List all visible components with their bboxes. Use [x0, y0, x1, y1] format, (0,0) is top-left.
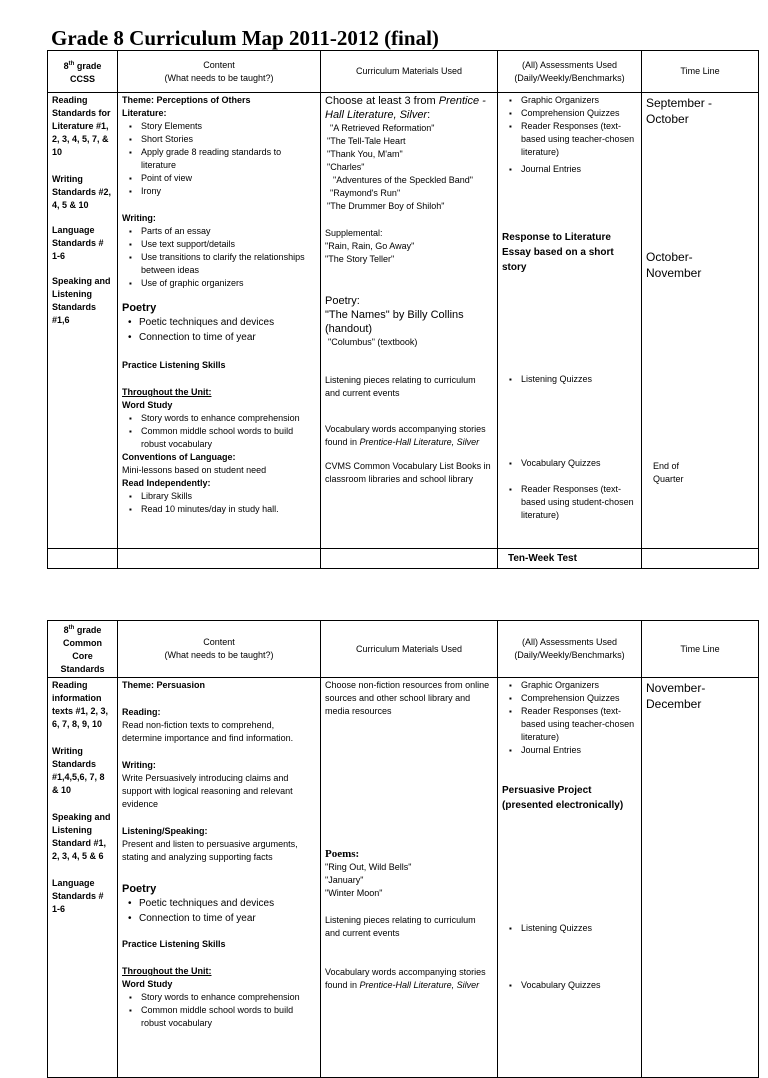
vocab-quiz-list: [502, 979, 637, 992]
content-header-label: Content: [203, 637, 235, 647]
standards-cell: [48, 93, 118, 549]
timeline-header: Time Line: [642, 51, 759, 93]
grade-header: [48, 51, 118, 93]
list-item: ▪ Short Stories: [122, 133, 316, 146]
list-item: ▪ Common middle school words to build robust vocabulary: [122, 1004, 316, 1030]
choose-text: Choose at least 3 from: [325, 95, 439, 107]
list-item: ▪ Read 10 minutes/day in study hall.: [122, 503, 316, 516]
standard-speaking: Speaking and Listening Standards #1,6: [52, 276, 111, 325]
assessments-header-sub: (Daily/Weekly/Benchmarks): [514, 650, 625, 660]
list-item: ▪ Journal Entries: [502, 744, 637, 757]
body-row: [48, 678, 759, 1078]
grade-number: 8: [63, 625, 69, 635]
essay-assessment: Response to Literature Essay based on a short story: [502, 232, 614, 273]
materials-poetry-heading: Poetry:: [325, 295, 360, 307]
throughout-heading: Throughout the Unit:: [122, 387, 212, 397]
list-item: ▪ Story Elements: [122, 120, 316, 133]
book-title: Prentice-Hall Literature, Silver: [359, 980, 480, 990]
materials-columbus: "Columbus" (textbook): [328, 337, 418, 347]
writing-text: Write Persuasively introducing claims and support with logical reasoning and relevant evidence: [122, 773, 293, 809]
content-cell: [118, 93, 321, 549]
read-independently-heading: Read Independently:: [122, 478, 211, 488]
empty-cell: [321, 549, 498, 569]
poetry-heading: Poetry: [122, 302, 157, 314]
theme: Theme: Persuasion: [122, 680, 206, 690]
list-item: "The Story Teller": [325, 254, 395, 264]
story-list: [325, 122, 493, 213]
materials-poem: "The Names" by Billy Collins (handout): [325, 309, 464, 335]
list-item: • Poetic techniques and devices: [122, 315, 316, 330]
list-item: ▪ Listening Quizzes: [502, 922, 637, 935]
list-item: ▪ Use text support/details: [122, 238, 316, 251]
assessments-header-sub: (Daily/Weekly/Benchmarks): [514, 72, 625, 83]
throughout-heading: Throughout the Unit:: [122, 966, 212, 976]
poetry-heading: Poetry: [122, 883, 157, 895]
empty-cell: [118, 549, 321, 569]
materials-vocab: [325, 966, 493, 992]
grade-word: grade: [74, 60, 102, 71]
listening-quiz-list: [502, 922, 637, 935]
standard-writing: Writing Standards #1,4,5,6, 7, 8 & 10: [52, 746, 105, 795]
list-item: ▪ Journal Entries: [502, 163, 637, 176]
materials-cvms: CVMS Common Vocabulary List Books in classroom libraries and school library: [325, 461, 491, 484]
curriculum-table-2: [47, 620, 759, 1078]
grade-sup: th: [68, 60, 75, 67]
list-item: "A Retrieved Reformation": [330, 123, 435, 133]
list-item: ▪ Parts of an essay: [122, 225, 316, 238]
vocab-text: Vocabulary words accompanying stories found in: [325, 967, 486, 990]
writing-heading: Writing:: [122, 760, 156, 770]
content-header-label: Content: [203, 59, 235, 70]
book-title: Prentice-Hall Literature, Silver: [359, 437, 480, 447]
word-study-list: [122, 412, 316, 451]
reader-response-list: [502, 483, 637, 522]
list-item: "Thank You, M'am": [327, 149, 403, 159]
assessments-header-label: (All) Assessments Used: [521, 637, 618, 647]
list-item: ▪ Graphic Organizers: [502, 679, 637, 692]
list-item: "Adventures of the Speckled Band": [333, 175, 473, 185]
timeline-cell: [642, 93, 759, 549]
timeline-cell: [642, 678, 759, 1078]
assessment-list: [502, 679, 637, 757]
header-row: [48, 51, 759, 93]
ten-week-test: Ten-Week Test: [498, 549, 642, 569]
list-item: ▪ Library Skills: [122, 490, 316, 503]
header-row: [48, 621, 759, 678]
writing-heading: Writing:: [122, 213, 156, 223]
conventions-text: Mini-lessons based on student need: [122, 465, 267, 475]
list-item: "Rain, Rain, Go Away": [325, 241, 415, 251]
list-item: ▪ Comprehension Quizzes: [502, 692, 637, 705]
standard-reading: Reading Standards for Literature #1, 2, 3, 4, 5, 7, & 10: [52, 95, 111, 157]
literature-list: [122, 120, 316, 198]
timeline-period-3: End of Quarter: [653, 461, 684, 484]
timeline-period-2: October-November: [646, 250, 702, 280]
poetry-list: [122, 896, 316, 926]
standards-cell: [48, 678, 118, 1078]
content-header: [118, 621, 321, 678]
list-item: "The Drummer Boy of Shiloh": [327, 201, 445, 211]
list-item: ▪ Apply grade 8 reading standards to literature: [122, 146, 316, 172]
body-row: [48, 93, 759, 549]
list-item: ▪ Use transitions to clarify the relationships between ideas: [122, 251, 316, 277]
standard-speaking: Speaking and Listening Standard #1, 2, 3, 4, 5 & 6: [52, 812, 111, 861]
document-title: Grade 8 Curriculum Map 2011-2012 (final): [51, 26, 439, 50]
conventions-heading: Conventions of Language:: [122, 452, 236, 462]
footer-row: [48, 549, 759, 569]
content-header-sub: (What needs to be taught?): [164, 650, 274, 660]
list-item: ▪ Use of graphic organizers: [122, 277, 316, 290]
supplemental-heading: Supplemental:: [325, 228, 383, 238]
literature-heading: Literature:: [122, 108, 167, 118]
reading-text: Read non-fiction texts to comprehend, determine importance and find information.: [122, 720, 294, 743]
book-title: Prentice -Hall Literature, Silver: [325, 95, 486, 121]
grade-sup: th: [68, 625, 75, 631]
assessments-cell: [498, 93, 642, 549]
list-item: ▪ Reader Responses (text-based using teacher-chosen literature): [502, 705, 637, 744]
word-study-heading: Word Study: [122, 979, 173, 989]
word-study-list: [122, 991, 316, 1030]
timeline-period-1: September -October: [646, 96, 713, 126]
list-item: "Ring Out, Wild Bells": [325, 862, 412, 872]
persuasive-project: Persuasive Project (presented electronically): [502, 785, 624, 811]
list-item: • Poetic techniques and devices: [122, 896, 316, 911]
grade-number: 8: [63, 60, 69, 71]
read-list: [122, 490, 316, 516]
poetry-list: [122, 315, 316, 345]
standard-reading: Reading information texts #1, 2, 3, 6, 7, 8, 9, 10: [52, 680, 109, 729]
listening-speaking-heading: Listening/Speaking:: [122, 826, 208, 836]
choose-colon: :: [427, 109, 431, 121]
content-cell: [118, 678, 321, 1078]
theme: Theme: Perceptions of Others: [122, 95, 251, 105]
content-header: [118, 51, 321, 93]
curriculum-table-1: [47, 50, 759, 569]
list-item: ▪ Story words to enhance comprehension: [122, 412, 316, 425]
list-item: ▪ Reader Responses (text-based using student-chosen literature): [502, 483, 637, 522]
list-item: ▪ Listening Quizzes: [502, 373, 637, 386]
reading-heading: Reading:: [122, 707, 161, 717]
materials-listening: Listening pieces relating to curriculum and current events: [325, 915, 476, 938]
listening-heading: Practice Listening Skills: [122, 360, 226, 370]
list-item: ▪ Graphic Organizers: [502, 94, 637, 107]
list-item: ▪ Vocabulary Quizzes: [502, 457, 637, 470]
materials-cell: [321, 93, 498, 549]
assessments-header: [498, 51, 642, 93]
poems-heading: Poems:: [325, 848, 360, 860]
empty-cell: [642, 549, 759, 569]
timeline-header: Time Line: [642, 621, 759, 678]
list-item: "Raymond's Run": [330, 188, 401, 198]
grade-line2: Common Core Standards: [60, 638, 105, 674]
grade-word: grade: [74, 625, 102, 635]
assessment-list: [502, 94, 637, 176]
materials-choose: Choose non-fiction resources from online sources and other school library and media resources: [325, 680, 490, 716]
list-item: • Connection to time of year: [122, 911, 316, 926]
list-item: • Connection to time of year: [122, 330, 316, 345]
content-header-sub: (What needs to be taught?): [164, 72, 274, 83]
materials-listening: Listening pieces relating to curriculum and current events: [325, 375, 476, 398]
word-study-heading: Word Study: [122, 400, 173, 410]
listening-quiz-list: [502, 373, 637, 386]
assessments-cell: [498, 678, 642, 1078]
vocab-quiz-list: [502, 457, 637, 470]
grade-line2: CCSS: [69, 73, 95, 84]
list-item: ▪ Irony: [122, 185, 316, 198]
timeline-period-1: November-December: [646, 681, 706, 711]
materials-header: Curriculum Materials Used: [321, 51, 498, 93]
assessments-header-label: (All) Assessments Used: [521, 59, 618, 70]
materials-header: Curriculum Materials Used: [321, 621, 498, 678]
list-item: "January": [325, 875, 364, 885]
vocab-text: Vocabulary words accompanying stories found in: [325, 424, 486, 447]
list-item: "Charles": [327, 162, 365, 172]
standard-writing: Writing Standards #2, 4, 5 & 10: [52, 174, 112, 210]
listening-speaking-text: Present and listen to persuasive arguments, stating and analyzing supporting facts: [122, 839, 298, 862]
writing-list: [122, 225, 316, 290]
materials-cell: [321, 678, 498, 1078]
list-item: ▪ Reader Responses (text-based using teacher-chosen literature): [502, 120, 637, 159]
list-item: ▪ Vocabulary Quizzes: [502, 979, 637, 992]
empty-cell: [48, 549, 118, 569]
materials-choose: [325, 94, 493, 122]
list-item: ▪ Comprehension Quizzes: [502, 107, 637, 120]
materials-vocab: [325, 423, 493, 449]
standard-language: Language Standards # 1-6: [52, 878, 104, 914]
standard-language: Language Standards # 1-6: [52, 225, 104, 261]
listening-heading: Practice Listening Skills: [122, 939, 226, 949]
grade-header: [48, 621, 118, 678]
list-item: ▪ Common middle school words to build robust vocabulary: [122, 425, 316, 451]
assessments-header: [498, 621, 642, 678]
list-item: ▪ Point of view: [122, 172, 316, 185]
list-item: "Winter Moon": [325, 888, 383, 898]
list-item: ▪ Story words to enhance comprehension: [122, 991, 316, 1004]
list-item: "The Tell-Tale Heart: [327, 136, 406, 146]
